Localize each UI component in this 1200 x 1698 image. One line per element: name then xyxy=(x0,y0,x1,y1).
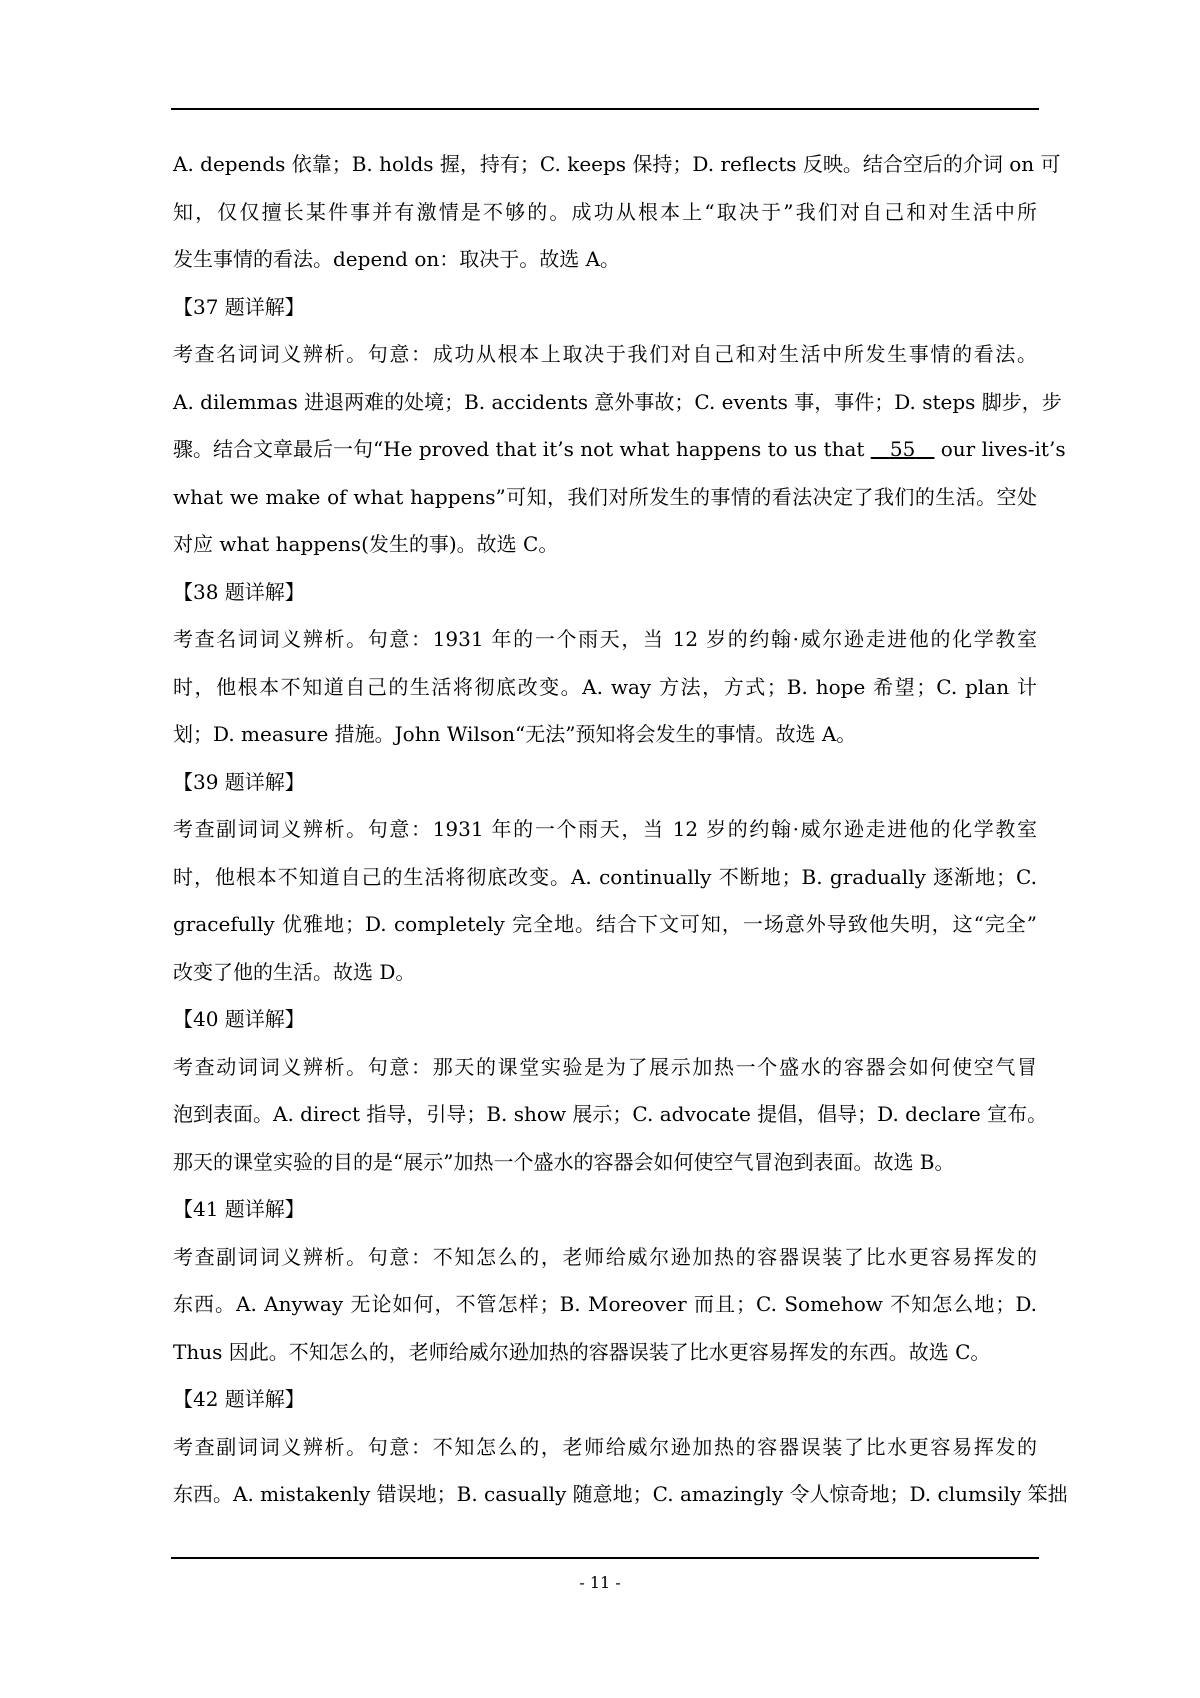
text-line: what we make of what happens”可知，我们对所发生的事情的看法决定了我们的生活。空处 xyxy=(173,484,1037,509)
text-line: 东西。A. Anyway 无论如何，不管怎样；B. Moreover 而且；C. Somehow 不知怎么地；D. xyxy=(173,1292,1037,1316)
text-line: Thus 因此。不知怎么的，老师给威尔逊加热的容器误装了比水更容易挥发的东西。故选 C。 xyxy=(173,1339,991,1364)
text-line: 发生事情的看法。depend on：取决于。故选 A。 xyxy=(173,247,621,271)
section-heading-37: 【37 题详解】 xyxy=(173,294,305,319)
section-heading-40: 【40 题详解】 xyxy=(173,1007,305,1031)
section-heading-39: 【39 题详解】 xyxy=(173,769,305,794)
text-line: gracefully 优雅地；D. completely 完全地。结合下文可知，一场意外导致他失明，这“完全” xyxy=(173,912,1037,936)
text-line: 划；D. measure 措施。John Wilson“无法”预知将会发生的事情。故选 A。 xyxy=(173,722,857,746)
text-line: A. depends 依靠；B. holds 握，持有；C. keeps 保持；D. reflects 反映。结合空后的介词 on 可 xyxy=(173,152,1061,176)
text-line: 考查副词词义辨析。句意：不知怎么的，老师给威尔逊加热的容器误装了比水更容易挥发的 xyxy=(173,1244,1037,1269)
text-line: 东西。A. mistakenly 错误地；B. casually 随意地；C. amazingly 令人惊奇地；D. clumsily 笨拙 xyxy=(173,1482,1068,1506)
text-line: 考查名词词义辨析。句意：1931 年的一个雨天，当 12 岁的约翰·威尔逊走进他的化学教室 xyxy=(173,627,1037,651)
footer-rule xyxy=(171,1557,1039,1559)
section-heading-42: 【42 题详解】 xyxy=(173,1387,305,1411)
page-body xyxy=(173,141,1068,1519)
section-heading-38: 【38 题详解】 xyxy=(173,579,305,604)
text-line: 改变了他的生活。故选 D。 xyxy=(173,959,416,984)
line-start: 骤。结合文章最后一句“He proved that it’s not what happens to us that xyxy=(173,437,865,461)
text-line: 对应 what happens(发生的事)。故选 C。 xyxy=(173,532,559,556)
text-line: 考查名词词义辨析。句意：成功从根本上取决于我们对自己和对生活中所发生事情的看法。 xyxy=(173,342,1037,366)
text-line: 考查动词词义辨析。句意：那天的课堂实验是为了展示加热一个盛水的容器会如何使空气冒 xyxy=(173,1054,1037,1079)
text-line: 考查副词词义辨析。句意：不知怎么的，老师给威尔逊加热的容器误装了比水更容易挥发的 xyxy=(173,1434,1037,1459)
text-line: 知，仅仅擅长某件事并有激情是不够的。成功从根本上“取决于”我们对自己和对生活中所 xyxy=(173,199,1037,224)
fill-blank: 55 xyxy=(889,437,916,461)
text-line: 时，他根本不知道自己的生活将彻底改变。A. way 方法，方式；B. hope 希望；C. plan 计 xyxy=(173,674,1037,699)
section-heading-41: 【41 题详解】 xyxy=(173,1197,305,1221)
line-end: our lives-it’s xyxy=(940,437,1066,461)
page-number: - 11 - xyxy=(579,1573,621,1592)
text-line: 泡到表面。A. direct 指导，引导；B. show 展示；C. advocate 提倡，倡导；D. declare 宣布。 xyxy=(173,1102,1048,1126)
text-line: A. dilemmas 进退两难的处境；B. accidents 意外事故；C. events 事，事件；D. steps 脚步，步 xyxy=(173,389,1062,414)
text-line: 考查副词词义辨析。句意：1931 年的一个雨天，当 12 岁的约翰·威尔逊走进他的化学教室 xyxy=(173,817,1037,841)
header-rule xyxy=(171,108,1039,110)
text-line: 那天的课堂实验的目的是“展示”加热一个盛水的容器会如何使空气冒泡到表面。故选 B。 xyxy=(173,1149,955,1174)
text-line: 时，他根本不知道自己的生活将彻底改变。A. continually 不断地；B. gradually 逐渐地；C. xyxy=(173,864,1037,889)
text-line-with-blank xyxy=(173,426,1066,474)
